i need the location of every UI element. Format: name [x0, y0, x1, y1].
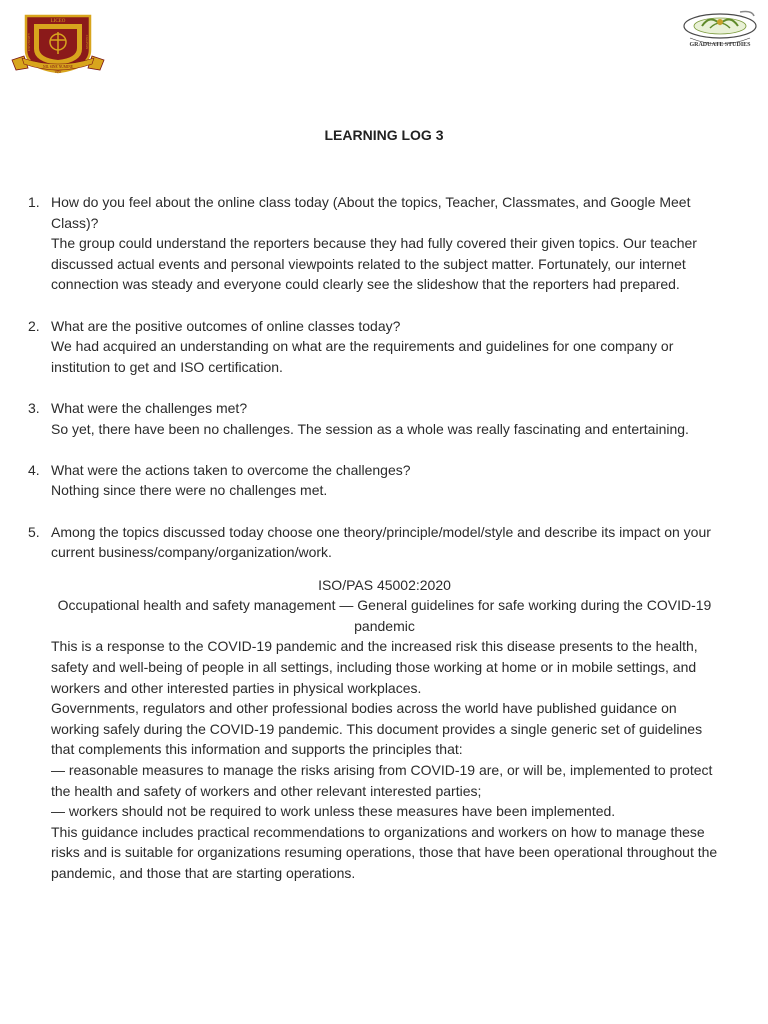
svg-text:NIL SINE NUMINE: NIL SINE NUMINE	[42, 65, 74, 69]
answer-text: So yet, there have been no challenges. The session as a whole was really fascinating and entertaining.	[51, 420, 689, 437]
svg-text:GRADUATE STUDIES: GRADUATE STUDIES	[689, 42, 751, 48]
item-number: 5.	[28, 523, 40, 540]
answer-text: We had acquired an understanding on what are the requirements and guidelines for one company or institution to get and ISO certification.	[51, 338, 674, 375]
answer-paragraph: — workers should not be required to work unless these measures have been implemented.	[51, 803, 616, 820]
svg-text:UNIVERSITY: UNIVERSITY	[27, 33, 31, 51]
list-item	[28, 316, 718, 378]
standard-code: ISO/PAS 45002:2020	[318, 576, 451, 593]
question-list	[28, 192, 718, 884]
item-number: 2.	[28, 317, 40, 334]
graduate-studies-logo	[680, 8, 760, 54]
learning-log-content	[28, 192, 718, 904]
standard-title: Occupational health and safety management — General guidelines for safe working during the COVID-19 pandemic	[57, 597, 712, 634]
university-seal-logo	[10, 12, 106, 74]
question-text: How do you feel about the online class today (About the topics, Teacher, Classmates, and Google Meet Class)?	[51, 194, 691, 231]
item-number: 3.	[28, 399, 40, 416]
list-item	[28, 398, 718, 439]
list-item	[28, 522, 718, 884]
svg-text:CAGAYAN: CAGAYAN	[85, 34, 89, 50]
answer-paragraph: Governments, regulators and other professional bodies across the world have published guidance on working safely during the COVID-19 pandemic. This document provides a single generic set of guidelines that complements this information and supports the principles that:	[51, 700, 703, 758]
svg-text:1955: 1955	[54, 70, 62, 74]
page-title: LEARNING LOG 3	[324, 127, 444, 143]
answer-text: Nothing since there were no challenges met.	[51, 482, 328, 499]
question-text: Among the topics discussed today choose one theory/principle/model/style and describe its impact on your current business/company/organization/work.	[51, 523, 711, 561]
answer-paragraph: This guidance includes practical recommendations to organizations and workers on how to manage these risks and is suitable for organizations resuming operations, those that have been operational throughout the pandemic, and those that are starting operations.	[51, 823, 718, 881]
question-text: What were the challenges met?	[51, 399, 248, 416]
list-item	[28, 192, 718, 295]
item-number: 4.	[28, 461, 40, 478]
item-number: 1.	[28, 194, 40, 210]
svg-text:LICEO: LICEO	[50, 19, 66, 24]
question-text: What are the positive outcomes of online classes today?	[51, 317, 401, 334]
list-item	[28, 460, 718, 501]
spacer	[51, 563, 718, 575]
answer-paragraph: — reasonable measures to manage the risks arising from COVID-19 are, or will be, implemented to protect the health and safety of workers and other relevant interested parties;	[51, 762, 713, 799]
answer-paragraph: This is a response to the COVID-19 pandemic and the increased risk this disease presents to the health, safety and well-being of people in all settings, including those working at home or in mobile settings, and workers and other interested parties in physical workplaces.	[51, 638, 698, 696]
answer-text: The group could understand the reporters because they had fully covered their given topics. Our teacher discussed actual events and personal viewpoints related to the subject matter. Fortunately, our internet connection was steady and everyone could clearly see the slideshow that the reporters had prepared.	[51, 235, 697, 293]
question-text: What were the actions taken to overcome the challenges?	[51, 461, 411, 478]
